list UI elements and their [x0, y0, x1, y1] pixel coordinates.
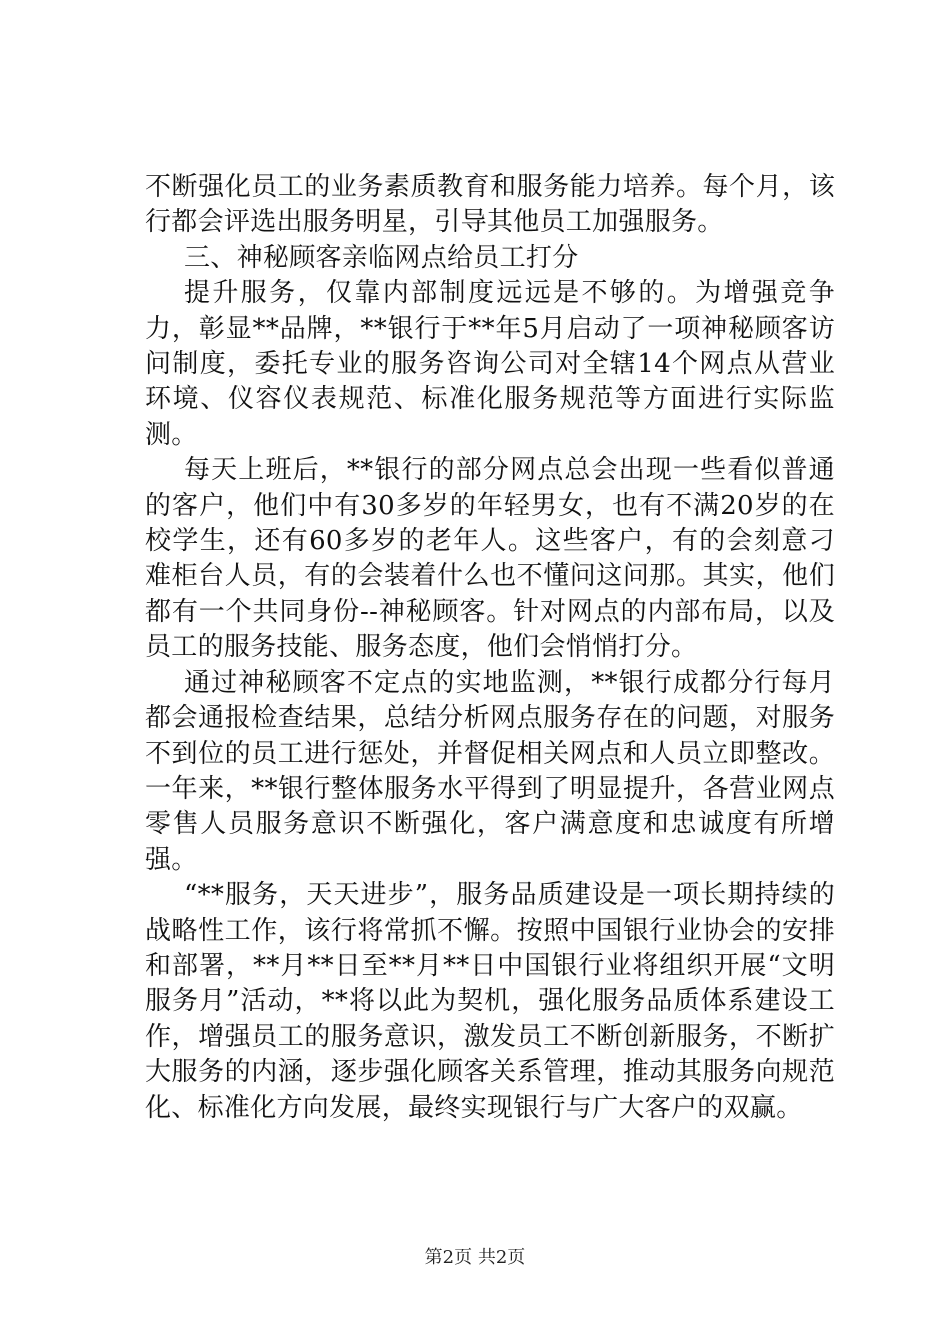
paragraph: 每天上班后，**银行的部分网点总会出现一些看似普通的客户，他们中有30多岁的年轻男女，也有不满20岁的在校学生，还有60多岁的老年人。这些客户，有的会刻意刁难柜台人员，有的会装着什么也不懂问这问那。其实，他们都有一个共同身份--神秘顾客。针对网点的内部布局，以及员工的服务技能、服务态度，他们会悄悄打分。 — [145, 455, 835, 663]
paragraph-continuation: 不断强化员工的业务素质教育和服务能力培养。每个月，该行都会评选出服务明星，引导其他员工加强服务。 — [145, 172, 835, 238]
paragraph: 提升服务，仅靠内部制度远远是不够的。为增强竞争力，彰显**品牌，**银行于**年5月启动了一项神秘顾客访问制度，委托专业的服务咨询公司对全辖14个网点从营业环境、仪容仪表规范、标准化服务规范等方面进行实际监测。 — [145, 278, 835, 450]
document-body — [145, 170, 835, 1126]
section-heading: 三、神秘顾客亲临网点给员工打分 — [184, 242, 579, 273]
paragraph: “**服务，天天进步”，服务品质建设是一项长期持续的战略性工作，该行将常抓不懈。按照中国银行业协会的安排和部署，**月**日至**月**日中国银行业将组织开展“文明服务月”活动，**将以此为契机，强化服务品质体系建设工作，增强员工的服务意识，激发员工不断创新服务，不断扩大服务的内涵，逐步强化顾客关系管理，推动其服务向规范化、标准化方向发展，最终实现银行与广大客户的双赢。 — [145, 880, 835, 1123]
paragraph: 通过神秘顾客不定点的实地监测，**银行成都分行每月都会通报检查结果，总结分析网点服务存在的问题，对服务不到位的员工进行惩处，并督促相关网点和人员立即整改。一年来，**银行整体服务水平得到了明显提升，各营业网点零售人员服务意识不断强化，客户满意度和忠诚度有所增强。 — [145, 667, 835, 875]
page-footer: 第2页 共2页 — [424, 1247, 526, 1268]
